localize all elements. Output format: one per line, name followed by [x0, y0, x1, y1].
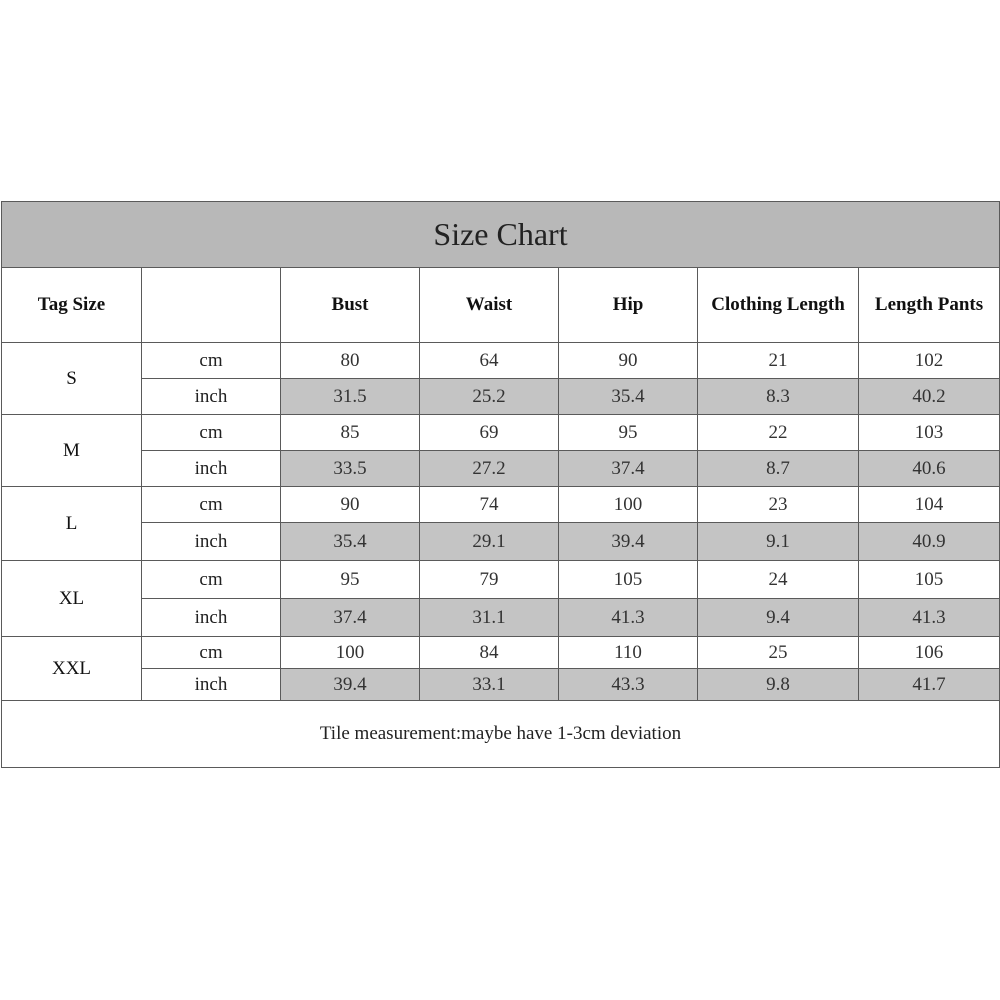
length-pants-value: 105: [859, 561, 1000, 599]
header-bust: Bust: [281, 268, 420, 343]
size-row-inch: [2, 379, 1000, 415]
tag-size-cell: XL: [2, 561, 142, 637]
unit-label: cm: [142, 487, 281, 523]
waist-value: 69: [420, 415, 559, 451]
unit-label: inch: [142, 523, 281, 561]
clothing-length-value: 8.7: [698, 451, 859, 487]
header-tag-size: Tag Size: [2, 268, 142, 343]
tag-size-cell: S: [2, 343, 142, 415]
length-pants-value: 40.2: [859, 379, 1000, 415]
hip-value: 105: [559, 561, 698, 599]
length-pants-value: 104: [859, 487, 1000, 523]
size-row-inch: [2, 451, 1000, 487]
length-pants-value: 41.7: [859, 669, 1000, 701]
waist-value: 74: [420, 487, 559, 523]
header-waist: Waist: [420, 268, 559, 343]
length-pants-value: 102: [859, 343, 1000, 379]
clothing-length-value: 22: [698, 415, 859, 451]
bust-value: 39.4: [281, 669, 420, 701]
bust-value: 100: [281, 637, 420, 669]
clothing-length-value: 9.8: [698, 669, 859, 701]
tag-size-cell: XXL: [2, 637, 142, 701]
unit-label: inch: [142, 379, 281, 415]
hip-value: 39.4: [559, 523, 698, 561]
hip-value: 95: [559, 415, 698, 451]
hip-value: 100: [559, 487, 698, 523]
header-length-pants: Length Pants: [859, 268, 1000, 343]
bust-value: 90: [281, 487, 420, 523]
measurement-note: Tile measurement:maybe have 1-3cm deviation: [2, 701, 1000, 768]
waist-value: 31.1: [420, 599, 559, 637]
unit-label: cm: [142, 561, 281, 599]
clothing-length-value: 24: [698, 561, 859, 599]
size-row-cm: [2, 637, 1000, 669]
clothing-length-value: 23: [698, 487, 859, 523]
unit-label: inch: [142, 669, 281, 701]
unit-label: cm: [142, 637, 281, 669]
waist-value: 64: [420, 343, 559, 379]
bust-value: 80: [281, 343, 420, 379]
length-pants-value: 106: [859, 637, 1000, 669]
waist-value: 33.1: [420, 669, 559, 701]
unit-label: inch: [142, 599, 281, 637]
clothing-length-value: 9.1: [698, 523, 859, 561]
header-unit: [142, 268, 281, 343]
clothing-length-value: 21: [698, 343, 859, 379]
chart-title: Size Chart: [2, 202, 1000, 268]
header-row: [2, 268, 1000, 343]
header-clothing-length: Clothing Length: [698, 268, 859, 343]
tag-size-cell: M: [2, 415, 142, 487]
unit-label: inch: [142, 451, 281, 487]
size-chart-table: [1, 201, 1000, 768]
size-row-inch: [2, 599, 1000, 637]
bust-value: 37.4: [281, 599, 420, 637]
waist-value: 84: [420, 637, 559, 669]
length-pants-value: 40.6: [859, 451, 1000, 487]
length-pants-value: 103: [859, 415, 1000, 451]
clothing-length-value: 8.3: [698, 379, 859, 415]
unit-label: cm: [142, 343, 281, 379]
bust-value: 31.5: [281, 379, 420, 415]
length-pants-value: 41.3: [859, 599, 1000, 637]
header-hip: Hip: [559, 268, 698, 343]
hip-value: 90: [559, 343, 698, 379]
bust-value: 33.5: [281, 451, 420, 487]
hip-value: 41.3: [559, 599, 698, 637]
clothing-length-value: 9.4: [698, 599, 859, 637]
unit-label: cm: [142, 415, 281, 451]
size-row-cm: [2, 561, 1000, 599]
size-row-inch: [2, 523, 1000, 561]
bust-value: 35.4: [281, 523, 420, 561]
length-pants-value: 40.9: [859, 523, 1000, 561]
size-row-inch: [2, 669, 1000, 701]
tag-size-cell: L: [2, 487, 142, 561]
hip-value: 35.4: [559, 379, 698, 415]
clothing-length-value: 25: [698, 637, 859, 669]
waist-value: 79: [420, 561, 559, 599]
size-row-cm: [2, 415, 1000, 451]
hip-value: 110: [559, 637, 698, 669]
waist-value: 25.2: [420, 379, 559, 415]
size-row-cm: [2, 487, 1000, 523]
hip-value: 43.3: [559, 669, 698, 701]
size-row-cm: [2, 343, 1000, 379]
waist-value: 27.2: [420, 451, 559, 487]
bust-value: 85: [281, 415, 420, 451]
waist-value: 29.1: [420, 523, 559, 561]
hip-value: 37.4: [559, 451, 698, 487]
bust-value: 95: [281, 561, 420, 599]
